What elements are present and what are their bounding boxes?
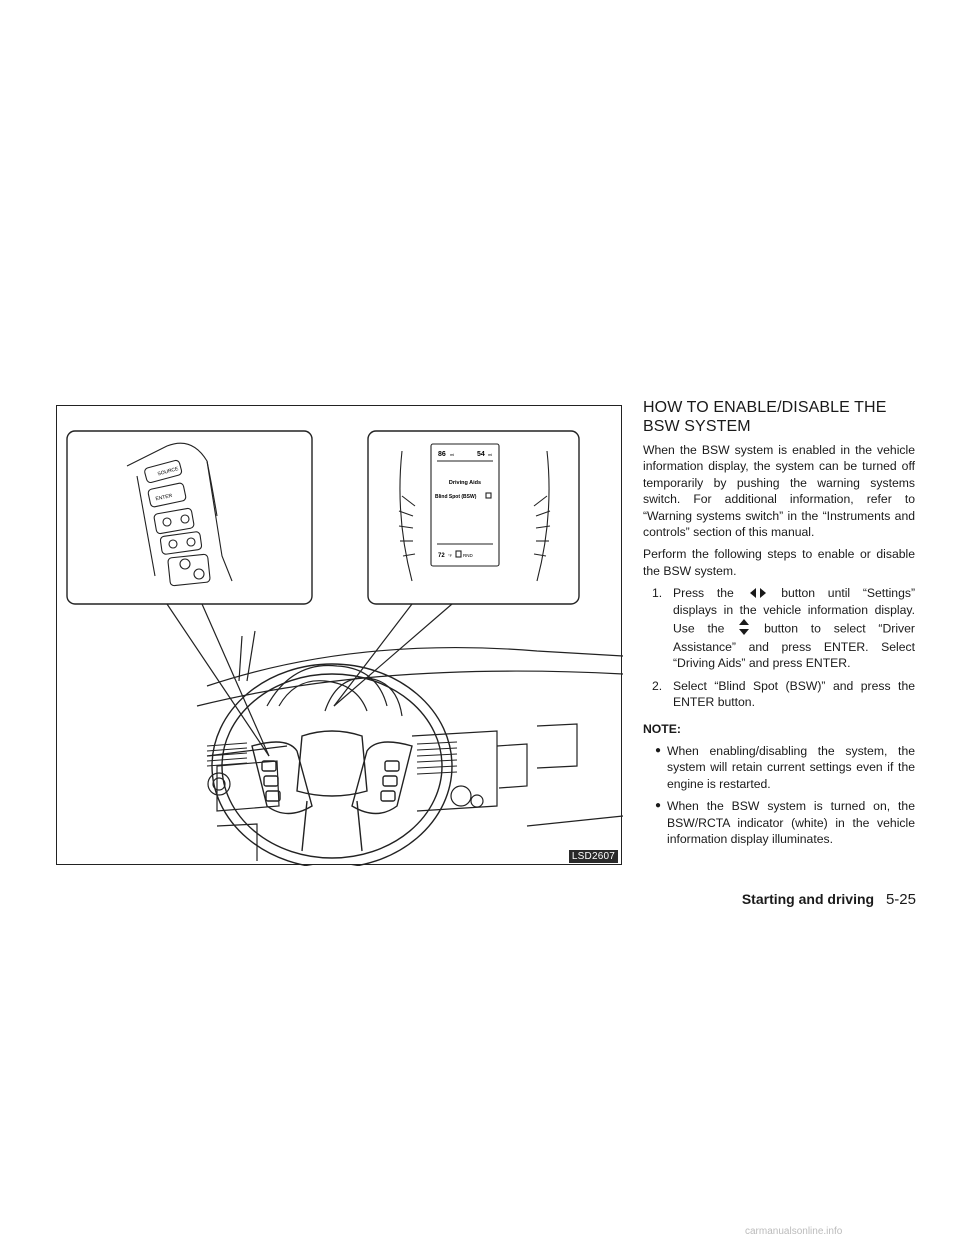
steps-intro: Perform the following steps to enable or disable the BSW system. [643, 547, 915, 578]
range-left-value: 86 [438, 451, 446, 458]
page-footer [742, 891, 916, 908]
left-right-arrow-icon [749, 586, 767, 602]
switch-detail-panel [67, 431, 312, 604]
display-gear: RND [463, 553, 473, 558]
display-menu-item: Blind Spot (BSW) [435, 494, 477, 500]
step-1 [643, 585, 915, 672]
section-heading: HOW TO ENABLE/DISABLE THE BSW SYSTEM [643, 399, 887, 435]
note-item [643, 743, 915, 792]
step-text: Select “Blind Spot (BSW)” and press the ENTER button. [673, 678, 915, 710]
intro-paragraph: When the BSW system is enabled in the vehicle information display, the system can be turned off temporarily by pushing the warning systems switch. For additional information, refer to “Warning systems switch” in the “Instruments and controls” section of this manual. [643, 443, 915, 540]
air-vents [207, 742, 457, 774]
note-text: When the BSW system is turned on, the BSW/RCTA indicator (white) in the vehicle information display illuminates. [667, 799, 915, 847]
footer-section-title: Starting and driving [741, 891, 875, 907]
step-text-part-2: button until “Settings” displays in the vehicle information display. Use the [673, 586, 915, 636]
bullet-icon: ● [655, 800, 662, 812]
enter-button-label: ENTER [155, 492, 173, 503]
step-text-part-1: Press the [673, 586, 734, 601]
display-temperature: 72 [438, 553, 445, 559]
range-right-value: 54 [477, 451, 485, 458]
step-text-part-3: button to select “Driver Assistance” and press ENTER. Select “Driving Aids” and press ENTER. [673, 621, 915, 671]
step-number: 1. [652, 586, 663, 601]
bullet-icon: ● [655, 745, 662, 757]
note-item [643, 798, 915, 847]
note-text: When enabling/disabling the system, the system will retain current settings even if the engine is restarted. [667, 744, 915, 791]
figure-code: LSD2607 [569, 850, 618, 863]
display-temperature-unit: °F [448, 553, 453, 558]
note-title: NOTE: [643, 721, 681, 736]
source-button-label: SOURCE [156, 466, 180, 478]
range-right-unit: mi [488, 452, 493, 457]
step-2 [643, 678, 915, 711]
dashboard-illustration [57, 406, 623, 866]
up-down-arrow-icon [739, 619, 749, 639]
range-left-unit: mi [450, 452, 455, 457]
watermark: carmanualsonline.info [745, 1226, 843, 1237]
illustration-figure [56, 405, 622, 865]
page-number: 5-25 [885, 891, 916, 908]
step-number: 2. [652, 678, 663, 693]
display-menu-title: Driving Aids [448, 480, 482, 486]
display-detail-panel [368, 431, 579, 604]
text-column [643, 398, 915, 854]
